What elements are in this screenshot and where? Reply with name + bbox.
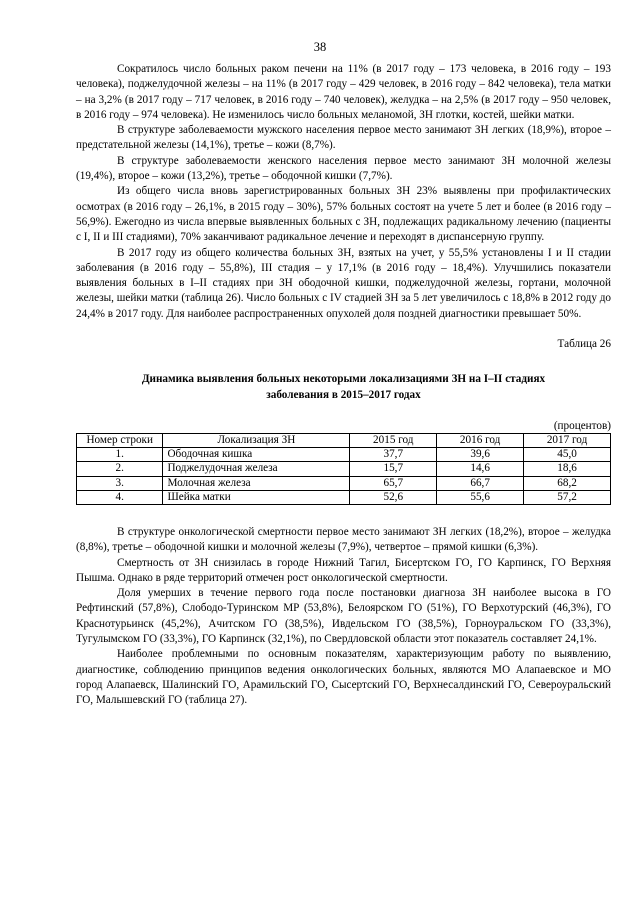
table-cell: Поджелудочная железа: [163, 462, 350, 476]
paragraph: Доля умерших в течение первого года после постановки диагноза ЗН наиболее высока в ГО Рефтинский (57,8%), Слободо-Туринском МР (53,8%), Белоярском ГО (51%), ГО Верхотурский (46,3%), ГО Краснотурьинск (45,2%), Ачитском ГО (38,5%), Ивдельском ГО (38,5%), Горноуральском ГО (33,3%), Тугулымском ГО (33,3%), ГО Карпинск (32,1%), по Свердловской области этот показатель составляет 24,1%.: [76, 587, 611, 646]
table-cell: 15,7: [350, 462, 437, 476]
table-cell: 14,6: [437, 462, 524, 476]
table-cell: 65,7: [350, 476, 437, 490]
paragraph: Смертность от ЗН снизилась в городе Нижний Тагил, Бисертском ГО, ГО Карпинск, ГО Верхняя Пышма. Однако в ряде территорий отмечен рост онкологической смертности.: [76, 556, 611, 584]
table-row: [77, 462, 611, 476]
paragraph: В структуре заболеваемости женского населения первое место занимают ЗН молочной железы (19,4%), второе – кожи (13,2%), третье – ободочной кишки (7,7%).: [76, 154, 611, 183]
table-cell: 52,6: [350, 490, 437, 504]
table-cell: 45,0: [524, 448, 611, 462]
table-cell: Шейка матки: [163, 490, 350, 504]
paragraph: Наиболее проблемными по основным показателям, характеризующим работу по выявлению, диагностике, соблюдению принципов ведения онкологических больных, являются МО Алапаевское и МО город Алапаевск, Шалинский ГО, Арамильский ГО, Сысертский ГО, Верхнесалдинский ГО, Североуральский ГО, Малышевский ГО (таблица 27).: [76, 648, 611, 707]
header-cell: 2015 год: [350, 433, 437, 447]
header-cell: Номер строки: [77, 433, 163, 447]
table-cell: 57,2: [524, 490, 611, 504]
page-number: 38: [313, 40, 327, 54]
table-cell: 4.: [77, 490, 163, 504]
table-cell: 18,6: [524, 462, 611, 476]
table-caption: Таблица 26: [557, 338, 611, 351]
paragraph: Из общего числа вновь зарегистрированных больных ЗН 23% выявлены при профилактических осмотрах (в 2016 году – 26,1%, в 2015 году – 30%), 57% больных состоят на учете 5 лет и более (в 2016 году – 56,9%). Ежегодно из числа впервые выявленных больных с ЗН, подлежащих радикальному лечению (пациенты с I, II и III стадиями), 70% заканчивают радикальное лечение и переходят в диспансерную группу.: [76, 185, 611, 244]
document-body: [76, 62, 611, 709]
table-cell: 66,7: [437, 476, 524, 490]
table-cell: Ободочная кишка: [163, 448, 350, 462]
paragraph: Сократилось число больных раком печени на 11% (в 2017 году – 173 человека, в 2016 году – 193 человека), поджелудочной железы – на 11% (в 2017 году – 429 человек, в 2016 году – 842 человека), тела матки – на 3,2% (в 2017 году – 717 человек, в 2016 году – 740 человек), желудка – на 2,5% (в 2017 году – 950 человек, в 2016 году – 974 человека). Не изменилось число больных меланомой, ЗН глотки, костей, шейки матки.: [76, 63, 611, 121]
table-row: [77, 448, 611, 462]
table-title: [76, 372, 611, 403]
header-cell: Локализация ЗН: [163, 433, 350, 447]
table-header-row: [77, 433, 611, 447]
table-row: [77, 490, 611, 504]
table-cell: 37,7: [350, 448, 437, 462]
table-cell: 3.: [77, 476, 163, 490]
data-table: [76, 433, 611, 505]
table-cell: 1.: [77, 448, 163, 462]
header-cell: 2016 год: [437, 433, 524, 447]
table-units: (процентов): [553, 419, 611, 432]
table-cell: 2.: [77, 462, 163, 476]
paragraph: В структуре заболеваемости мужского населения первое место занимают ЗН легких (18,9%), второе – предстательной железы (14,1%), третье – кожи (8,7%).: [76, 124, 611, 152]
table-cell: 55,6: [437, 490, 524, 504]
table-cell: 68,2: [524, 476, 611, 490]
table-cell: Молочная железа: [163, 476, 350, 490]
paragraph: В 2017 году из общего количества больных ЗН, взятых на учет, у 55,5% установлены I и II стадии заболевания (в 2016 году – 55,8%), III стадия – у 17,1% (в 2016 году – 18,4%). Улучшились показатели выявления больных в I–II стадиях при ЗН ободочной кишки, поджелудочной железы, гортани, молочной железы, шейки матки (таблица 26). Число больных с IV стадией ЗН за 5 лет увеличилось с 18,8% в 2012 году до 24,4% в 2017 году. Для наиболее распространенных опухолей доля поздней диагностики превышает 50%.: [76, 246, 611, 320]
table-cell: 39,6: [437, 448, 524, 462]
table-title-line: Динамика выявления больных некоторыми локализациями ЗН на I–II стадиях: [141, 373, 546, 386]
table-title-line: заболевания в 2015–2017 годах: [266, 388, 421, 401]
header-cell: 2017 год: [524, 433, 611, 447]
table-row: [77, 476, 611, 490]
paragraph: В структуре онкологической смертности первое место занимают ЗН легких (18,2%), второе – желудка (8,8%), третье – ободочной кишки и молочной железы (7,9%), четвертое – прямой кишки (6,3%).: [76, 525, 611, 554]
